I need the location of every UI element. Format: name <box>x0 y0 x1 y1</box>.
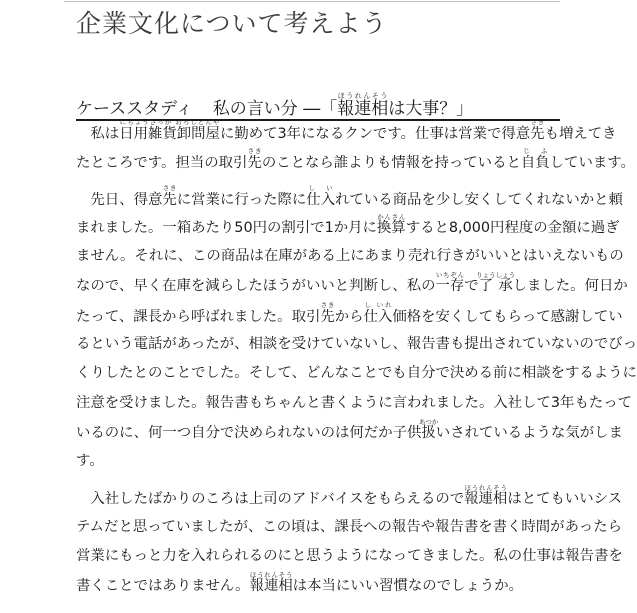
ruby-reading: りょうしょう <box>476 271 516 280</box>
ruby-base: 扱 <box>418 424 439 441</box>
ruby-base: 報連相 <box>249 578 293 595</box>
text-segment: くりしたとのことでした。そして、どんなことでも自分で決める前に相談をするように <box>76 365 637 382</box>
text-segment: いされているような気がしま <box>435 424 623 441</box>
text-line <box>76 242 624 271</box>
ruby-reading: さき <box>320 300 335 309</box>
ruby-base: 日用雑貨卸問屋 <box>119 126 220 142</box>
text-segment: なので、早く在庫を減らしたほうがいいと判断し、私の <box>76 278 436 295</box>
text-segment: 私は <box>90 126 120 142</box>
ruby-word <box>119 118 220 142</box>
ruby-base: 自負 <box>520 155 550 172</box>
text-segment: まれました。一箱あたり50円の割引で1か月に <box>76 219 377 236</box>
text-segment: 書くことではありません。 <box>76 578 250 595</box>
text-line <box>76 417 623 447</box>
text-segment: 入社したばかりのころは上司のアドバイスをもらえるので <box>90 490 465 507</box>
text-segment: も増えてき <box>544 126 617 142</box>
ruby-word <box>162 183 177 208</box>
ruby-base: 先 <box>320 308 335 325</box>
ruby-reading: さき <box>162 183 177 192</box>
ruby-reading: ほうれんそう <box>249 571 293 580</box>
text-line <box>76 542 623 571</box>
ruby-reading: あつか <box>418 417 439 426</box>
ruby-reading: ほうれんそう <box>464 483 508 492</box>
text-segment: たって、課長から呼ばれました。取引 <box>76 308 321 325</box>
ruby-reading: し い <box>306 183 336 192</box>
text-line <box>76 389 633 418</box>
ruby-word <box>376 212 406 236</box>
ruby-reading: にちようざっか おろしどんや <box>119 118 220 126</box>
text-segment: はとてもいいシス <box>507 490 623 507</box>
heading-ruby <box>337 92 389 119</box>
ruby-base: 一存 <box>435 278 465 295</box>
ruby-word <box>530 118 545 142</box>
paragraph <box>76 483 623 601</box>
ruby-word <box>247 147 262 172</box>
ruby-word <box>418 417 439 441</box>
paragraph <box>76 118 635 177</box>
heading-ruby-text: ほうれんそう <box>337 92 389 100</box>
text-segment: いるのに、何一つ自分で決められないのは何だか子供 <box>76 424 422 441</box>
text-segment: しています。 <box>549 155 635 172</box>
paragraph <box>76 183 637 477</box>
text-line <box>76 212 620 242</box>
ruby-word <box>306 183 336 208</box>
ruby-word <box>464 483 508 507</box>
ruby-base: 先 <box>530 126 545 142</box>
text-segment: に営業に行った際に <box>176 191 307 208</box>
ruby-word <box>249 571 293 595</box>
text-line <box>76 118 617 147</box>
heading-title <box>213 92 473 121</box>
heading-ruby-base: 報連相 <box>337 99 389 119</box>
text-segment: 価格を安くしてもらって感謝してい <box>392 308 623 325</box>
text-segment: す。 <box>76 453 104 470</box>
text-segment: すると8,000円程度の金額に過ぎ <box>405 219 620 236</box>
ruby-word <box>520 147 550 172</box>
text-line <box>76 271 628 300</box>
text-line <box>76 447 572 476</box>
ruby-base: 先 <box>162 191 177 208</box>
ruby-word <box>476 271 516 295</box>
ruby-base: 報連相 <box>464 490 508 507</box>
text-line <box>76 300 623 330</box>
ruby-base: 了承 <box>476 278 516 295</box>
text-segment: れている商品を少し安くしてくれないかと頼 <box>335 191 623 208</box>
text-segment: は本当にいい習慣なのでしょうか。 <box>292 578 524 595</box>
ruby-word <box>320 300 335 325</box>
heading-title-suffix: は大事？」 <box>388 99 474 119</box>
text-line <box>76 513 622 542</box>
ruby-reading: いちぞん <box>435 271 465 280</box>
ruby-base: 換算 <box>376 219 406 236</box>
text-segment: のことなら誰よりも情報を持っていると <box>261 155 521 172</box>
text-line <box>76 483 623 513</box>
ruby-reading: かんさん <box>376 212 406 221</box>
text-line <box>76 330 637 359</box>
text-segment: から <box>334 308 364 325</box>
ruby-base: 仕入 <box>363 308 393 325</box>
text-segment: たところです。担当の取引 <box>76 155 248 172</box>
text-segment: ません。それに、この商品は在庫がある上にあまり売れ行きがいいとはいえないもの <box>76 248 624 265</box>
text-line <box>76 359 637 388</box>
body-text <box>76 118 637 601</box>
ruby-reading: し いれ <box>363 300 393 309</box>
ruby-word <box>363 300 393 325</box>
text-segment: に勤めて3年になるクンです。仕事は営業で得意 <box>219 126 531 142</box>
ruby-reading: じ ふ <box>520 147 550 156</box>
heading-title-prefix: 私の言い分 ―「 <box>212 99 338 119</box>
text-line <box>76 571 572 600</box>
heading-label: ケーススタディ <box>76 99 193 119</box>
text-segment: 先日、得意 <box>90 191 163 208</box>
text-segment: しました。何日か <box>512 278 628 295</box>
text-segment: るという電話があったが、相談を受けていないし、報告書も提出されていないのでびっ <box>76 336 637 353</box>
text-segment: 営業にもっと力を入れられるのにと思うようになってきました。私の仕事は報告書を <box>76 548 623 565</box>
text-line <box>76 147 635 176</box>
text-segment: テムだと思っていましたが、この頃は、課長への報告や報告書を書く時間があったら <box>76 518 622 535</box>
page-title: 企業文化について考えよう <box>76 9 388 38</box>
ruby-reading: さき <box>247 147 262 156</box>
ruby-word <box>435 271 465 295</box>
text-segment: 注意を受けました。報告書もちゃんと書くように言われました。入社して3年もたって <box>76 394 633 411</box>
ruby-base: 先 <box>247 155 262 172</box>
text-segment: で <box>464 278 479 295</box>
text-line <box>76 183 623 213</box>
ruby-reading: さき <box>530 118 545 126</box>
section-heading <box>76 80 473 118</box>
ruby-base: 仕入 <box>306 191 336 208</box>
